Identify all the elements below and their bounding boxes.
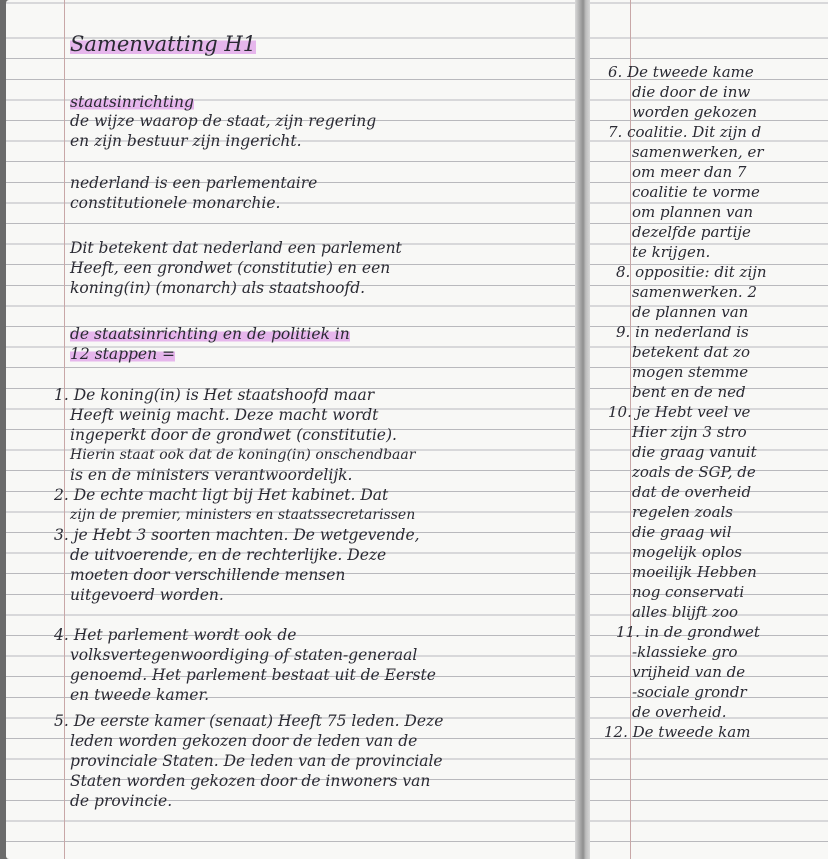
list-item: mogen stemme <box>632 363 749 381</box>
list-item: 11. in de grondwet <box>616 623 760 641</box>
text-line: en zijn bestuur zijn ingericht. <box>70 132 302 150</box>
right-page <box>590 0 828 859</box>
list-item: nog conservati <box>632 583 745 601</box>
text-line: Heeft, een grondwet (constitutie) en een <box>70 259 391 277</box>
summary-title: Samenvatting H1 <box>70 32 257 56</box>
text-line: koning(in) (monarch) als staatshoofd. <box>70 279 366 297</box>
list-item: en tweede kamer. <box>70 686 210 704</box>
list-item: moeten door verschillende mensen <box>70 566 346 584</box>
list-item: vrijheid van de <box>632 663 746 681</box>
list-item: ingeperkt door de grondwet (constitutie). <box>70 426 397 444</box>
list-item: -klassieke gro <box>632 643 738 661</box>
list-item: worden gekozen <box>632 103 757 121</box>
list-item: is en de ministers verantwoordelijk. <box>70 466 353 484</box>
list-item: 8. oppositie: dit zijn <box>616 263 767 281</box>
list-item: samenwerken, er <box>632 143 764 161</box>
list-item: de provincie. <box>70 792 173 810</box>
list-item: coalitie te vorme <box>632 183 760 201</box>
text-line: constitutionele monarchie. <box>70 194 281 212</box>
list-item: die door de inw <box>632 83 751 101</box>
list-item: alles blijft zoo <box>632 603 739 621</box>
list-item: volksvertegenwoordiging of staten-generaal <box>70 646 418 664</box>
list-item: leden worden gekozen door de leden van de <box>70 732 418 750</box>
list-item: 4. Het parlement wordt ook de <box>54 626 297 644</box>
list-item: 10. je Hebt veel ve <box>608 403 751 421</box>
list-item: uitgevoerd worden. <box>70 586 224 604</box>
list-item: genoemd. Het parlement bestaat uit de Eerste <box>70 666 436 684</box>
list-item: 5. De eerste kamer (senaat) Heeft 75 leden. Deze <box>54 712 444 730</box>
list-item: de plannen van <box>632 303 749 321</box>
list-item: om plannen van <box>632 203 754 221</box>
list-item: 12. De tweede kam <box>604 723 751 741</box>
list-item: betekent dat zo <box>632 343 751 361</box>
list-item: 6. De tweede kame <box>608 63 754 81</box>
list-item: Heeft weinig macht. Deze macht wordt <box>70 406 379 424</box>
list-item: 9. in nederland is <box>616 323 749 341</box>
list-item: Hier zijn 3 stro <box>632 423 747 441</box>
list-item: te krijgen. <box>632 243 711 261</box>
heading-12-stappen: de staatsinrichting en de politiek in <box>70 325 350 343</box>
text-line: Dit betekent dat nederland een parlement <box>70 239 402 257</box>
text-line: nederland is een parlementaire <box>70 174 318 192</box>
list-item: Staten worden gekozen door de inwoners van <box>70 772 431 790</box>
list-item: samenwerken. 2 <box>632 283 757 301</box>
list-item: moeilijk Hebben <box>632 563 757 581</box>
heading-staatsinrichting: staatsinrichting <box>70 93 194 111</box>
list-item: om meer dan 7 <box>632 163 747 181</box>
list-item: regelen zoals <box>632 503 734 521</box>
list-item: 3. je Hebt 3 soorten machten. De wetgevende, <box>54 526 420 544</box>
list-item: 7. coalitie. Dit zijn d <box>608 123 762 141</box>
list-item: Hierin staat ook dat de koning(in) onschendbaar <box>70 447 416 463</box>
list-item: die graag vanuit <box>632 443 757 461</box>
list-item: mogelijk oplos <box>632 543 742 561</box>
left-page <box>6 0 578 859</box>
text-line: de wijze waarop de staat, zijn regering <box>70 112 377 130</box>
list-item: zoals de SGP, de <box>632 463 756 481</box>
list-item: dezelfde partije <box>632 223 751 241</box>
list-item: de overheid. <box>632 703 727 721</box>
list-item: -sociale grondr <box>632 683 747 701</box>
list-item: provinciale Staten. De leden van de provinciale <box>70 752 443 770</box>
list-item: dat de overheid <box>632 483 752 501</box>
list-item: 1. De koning(in) is Het staatshoofd maar <box>54 386 375 404</box>
list-item: zijn de premier, ministers en staatssecretarissen <box>70 507 416 523</box>
list-item: de uitvoerende, en de rechterlijke. Deze <box>70 546 387 564</box>
list-item: 2. De echte macht ligt bij Het kabinet. Dat <box>54 486 389 504</box>
heading-12-stappen-line2: 12 stappen = <box>70 345 175 363</box>
list-item: bent en de ned <box>632 383 746 401</box>
list-item: die graag wil <box>632 523 732 541</box>
